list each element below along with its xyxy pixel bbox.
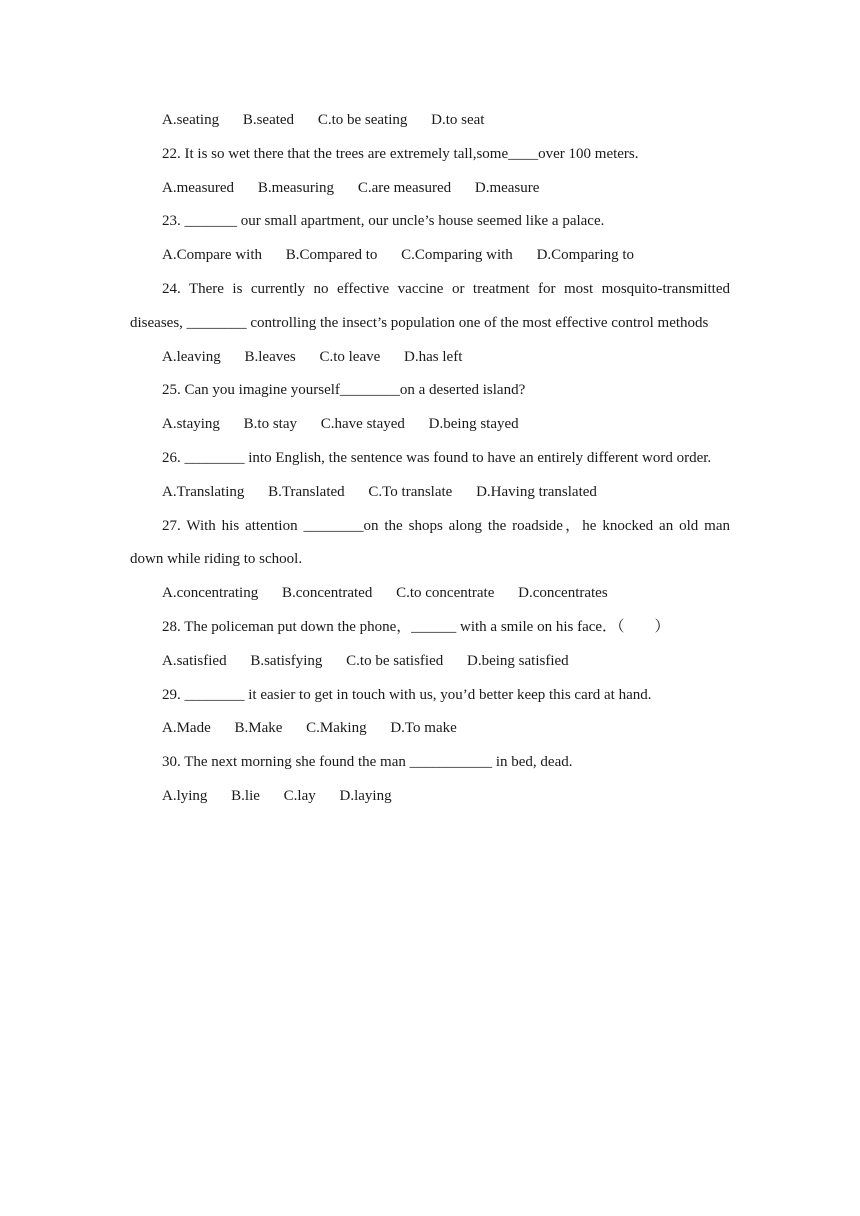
q25-stem: 25. Can you imagine yourself________on a deserted island?: [162, 382, 526, 399]
q28-option-a: A.satisfied: [162, 652, 227, 669]
q25-option-a: A.staying: [162, 416, 220, 433]
q24-stem: 24. There is currently no effective vaccine or treatment for most mosquito-transmitted diseases, ________ controlling the insect’s population one of the most effective control methods: [130, 280, 730, 331]
q30-options: [130, 780, 730, 814]
q26-options: [130, 476, 730, 510]
q22-options: [130, 172, 730, 206]
q24-option-d: D.has left: [404, 348, 463, 365]
q21-option-b: B.seated: [242, 112, 295, 128]
q30-option-d: D.laying: [339, 787, 392, 804]
q25-option-b: B.to stay: [243, 416, 298, 433]
q23-option-b: B.Compared to: [285, 247, 378, 264]
q27-option-a: A.concentrating: [162, 585, 259, 602]
q27-options: [130, 577, 730, 611]
q28-option-d: D.being satisfied: [467, 652, 569, 669]
q29-option-c: C.Making: [306, 720, 367, 737]
q22-option-b: B.measuring: [257, 179, 335, 196]
q27-option-d: D.concentrates: [518, 585, 608, 602]
q23-option-c: C.Comparing with: [401, 247, 513, 264]
q23-options: [130, 239, 730, 273]
q21-option-d: D.to seat: [431, 112, 485, 128]
q26-option-b: B.Translated: [268, 483, 345, 500]
q25-options: [130, 408, 730, 442]
q29-option-d: D.To make: [390, 720, 457, 737]
q26-option-a: A.Translating: [162, 483, 245, 500]
q28-option-b: B.satisfying: [250, 652, 323, 669]
q29-options: [130, 712, 730, 746]
q28-option-c: C.to be satisfied: [346, 652, 444, 669]
q30-option-a: A.lying: [162, 787, 208, 804]
q24-option-b: B.leaves: [244, 348, 296, 365]
q30-option-c: C.lay: [283, 787, 316, 804]
q22-option-d: D.measure: [474, 179, 540, 196]
q26-stem: 26. ________ into English, the sentence was found to have an entirely different word order.: [162, 449, 712, 466]
q30-stem: 30. The next morning she found the man ___________ in bed, dead.: [162, 754, 573, 771]
question-list: [130, 104, 730, 814]
q27-stem: 27. With his attention ________on the shops along the roadside，he knocked an old man down while riding to school.: [130, 517, 730, 568]
q21-option-a: A.seating: [162, 112, 220, 128]
q30-option-b: B.lie: [231, 787, 260, 804]
q23-option-d: D.Comparing to: [536, 247, 635, 264]
q26-option-c: C.To translate: [368, 483, 453, 500]
q23-option-a: A.Compare with: [162, 247, 262, 264]
q22-stem: 22. It is so wet there that the trees are extremely tall,some____over 100 meters.: [162, 145, 639, 162]
q29-option-b: B.Make: [234, 720, 283, 737]
q25-option-c: C.have stayed: [320, 416, 405, 433]
q26-option-d: D.Having translated: [476, 483, 597, 500]
q24-option-c: C.to leave: [319, 348, 381, 365]
q28-stem: 28. The policeman put down the phone，______ with a smile on his face．（ ）: [162, 618, 670, 635]
q27-option-c: C.to concentrate: [396, 585, 495, 602]
q22-option-a: A.measured: [162, 179, 235, 196]
q24-option-a: A.leaving: [162, 348, 221, 365]
q22-option-c: C.are measured: [357, 179, 452, 196]
q27-option-b: B.concentrated: [281, 585, 373, 602]
q21-option-c: C.to be seating: [317, 112, 408, 128]
q24-options: [130, 341, 730, 375]
q23-stem: 23. _______ our small apartment, our uncle’s house seemed like a palace.: [162, 213, 605, 230]
q25-option-d: D.being stayed: [428, 416, 519, 433]
q29-option-a: A.Made: [162, 720, 211, 737]
q29-stem: 29. ________ it easier to get in touch with us, you’d better keep this card at hand.: [162, 686, 652, 703]
q28-options: [130, 645, 730, 679]
q21-options: [130, 104, 730, 138]
